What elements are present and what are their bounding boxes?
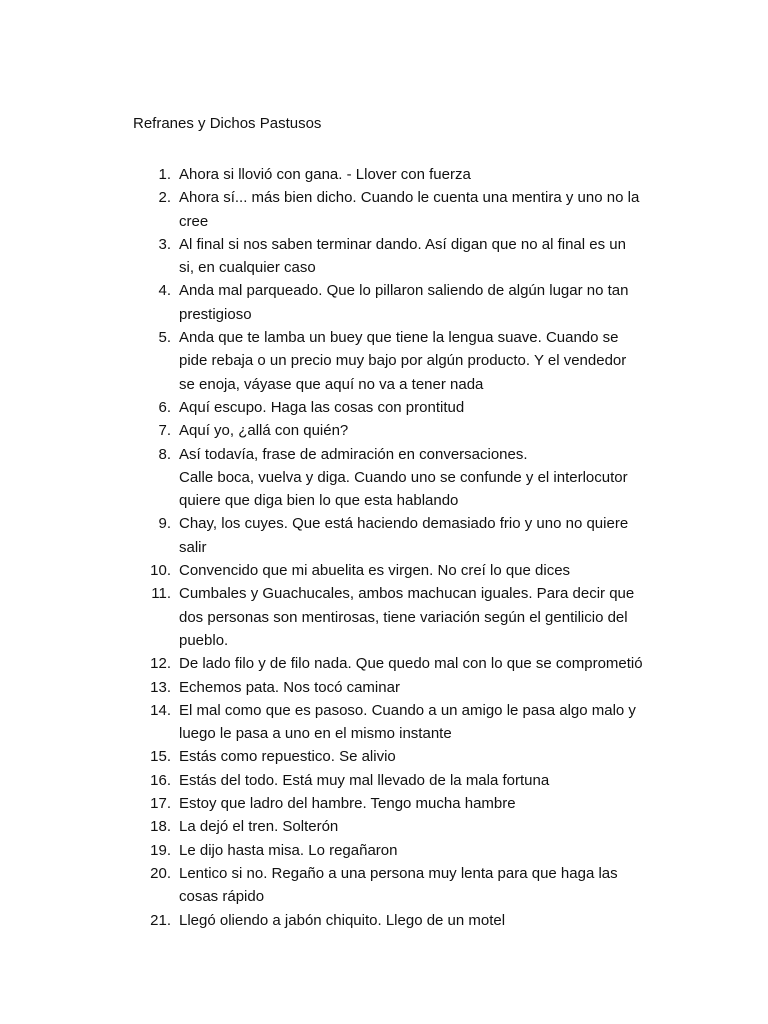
list-item-text-line: Convencido que mi abuelita es virgen. No creí lo que dices xyxy=(179,562,571,580)
list-item-number: 3. xyxy=(158,235,171,253)
list-item-text-line: Ahora si llovió con gana. - Llover con fuerza xyxy=(179,166,471,183)
list-item-text-line: cosas rápido xyxy=(179,888,265,906)
list-item-text-line: se enoja, váyase que aquí no va a tener nada xyxy=(179,375,484,393)
list-item xyxy=(140,909,660,932)
list-item-text-line: Le dijo hasta misa. Lo regañaron xyxy=(179,841,398,859)
list-item-number: 16. xyxy=(150,771,171,789)
list-item xyxy=(140,233,660,280)
list-item-number: 7. xyxy=(158,422,171,440)
list-item-text-line: Calle boca, vuelva y diga. Cuando uno se confunde y el interlocutor xyxy=(179,468,628,486)
list-item-text-line: Estás del todo. Está muy mal llevado de la mala fortuna xyxy=(179,771,550,789)
list-item-number: 8. xyxy=(158,445,171,463)
list-item-text-line: Lentico si no. Regaño a una persona muy lenta para que haga las xyxy=(179,864,618,882)
list-item xyxy=(140,279,660,326)
list-item-number: 19. xyxy=(150,841,171,859)
list-item-number: 21. xyxy=(150,911,171,929)
list-item xyxy=(140,839,660,862)
list-item-text-line: Aquí escupo. Haga las cosas con prontitud xyxy=(179,398,465,416)
list-item xyxy=(140,443,660,513)
list-item xyxy=(140,163,660,186)
list-item-text-line: dos personas son mentirosas, tiene variación según el gentilicio del xyxy=(179,608,628,626)
list-item-text-line: De lado filo y de filo nada. Que quedo mal con lo que se comprometió xyxy=(179,655,643,673)
list-item-text-line: Así todavía, frase de admiración en conversaciones. xyxy=(179,445,528,463)
list-item-text-line: quiere que diga bien lo que esta hablando xyxy=(179,492,459,510)
list-item xyxy=(140,652,660,675)
document-title: Refranes y Dichos Pastusos xyxy=(133,115,322,132)
list-item-text-line: La dejó el tren. Solterón xyxy=(179,818,339,836)
list-item-text-line: Llegó oliendo a jabón chiquito. Llego de un motel xyxy=(179,911,506,929)
list-item-number: 18. xyxy=(150,818,171,836)
list-item xyxy=(140,699,660,746)
list-item-number: 9. xyxy=(158,515,171,533)
list-item-number: 10. xyxy=(150,562,171,580)
list-item xyxy=(140,745,660,768)
list-item-text-line: si, en cualquier caso xyxy=(179,259,316,277)
list-item-number: 17. xyxy=(150,795,171,813)
list-item xyxy=(140,559,660,582)
list-item-number: 6. xyxy=(158,398,171,416)
list-item-text-line: Cumbales y Guachucales, ambos machucan iguales. Para decir que xyxy=(179,585,635,603)
list-item-text-line: luego le pasa a uno en el mismo instante xyxy=(179,725,452,743)
list-item-number: 15. xyxy=(150,748,171,766)
list-item-number: 14. xyxy=(150,701,171,719)
list-item-text-line: pide rebaja o un precio muy bajo por algún producto. Y el vendedor xyxy=(179,352,627,370)
list-item-number: 4. xyxy=(158,282,171,300)
list-item-text-line: Estoy que ladro del hambre. Tengo mucha hambre xyxy=(179,795,516,813)
list-item-text-line: pueblo. xyxy=(179,631,229,649)
list-item xyxy=(140,676,660,699)
list-item-text-line: salir xyxy=(179,538,207,556)
list-item-text-line: prestigioso xyxy=(179,305,252,323)
list-item-number: 1. xyxy=(158,166,171,183)
list-item-text-line: cree xyxy=(179,212,209,230)
list-item xyxy=(140,396,660,419)
list-item xyxy=(140,512,660,559)
list-item-number: 13. xyxy=(150,678,171,696)
list-item-text-line: Anda que te lamba un buey que tiene la lengua suave. Cuando se xyxy=(179,329,619,347)
list-item-text-line: Anda mal parqueado. Que lo pillaron saliendo de algún lugar no tan xyxy=(179,282,629,300)
list-item-number: 12. xyxy=(150,655,171,673)
list-item xyxy=(140,582,660,652)
list-item xyxy=(140,862,660,909)
list-item-number: 11. xyxy=(151,585,171,603)
list-item-number: 20. xyxy=(150,864,171,882)
list-item xyxy=(140,792,660,815)
list-item-text-line: Al final si nos saben terminar dando. Así digan que no al final es un xyxy=(179,235,626,253)
list-item-text-line: Estás como repuestico. Se alivio xyxy=(179,748,396,766)
list-item-text-line: Echemos pata. Nos tocó caminar xyxy=(179,678,400,696)
list-item xyxy=(140,815,660,838)
list-item xyxy=(140,186,660,233)
list-item-text-line: Ahora sí... más bien dicho. Cuando le cuenta una mentira y uno no la xyxy=(179,189,640,207)
list-item xyxy=(140,326,660,396)
saying-list xyxy=(140,163,660,932)
list-item xyxy=(140,769,660,792)
list-item xyxy=(140,419,660,442)
list-item-number: 5. xyxy=(158,329,171,347)
list-item-text-line: Aquí yo, ¿allá con quién? xyxy=(179,422,349,440)
list-item-number: 2. xyxy=(158,189,171,207)
list-item-text-line: El mal como que es pasoso. Cuando a un amigo le pasa algo malo y xyxy=(179,701,636,719)
list-item-text-line: Chay, los cuyes. Que está haciendo demasiado frio y uno no quiere xyxy=(179,515,629,533)
